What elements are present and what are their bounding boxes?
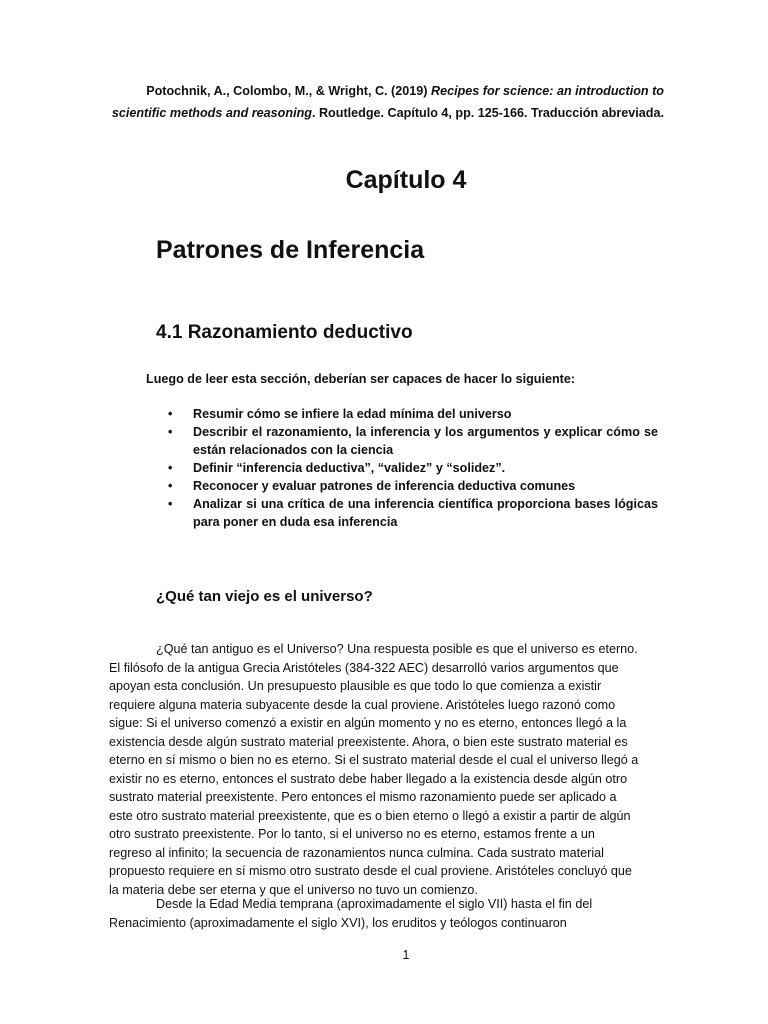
paragraph-1 — [109, 640, 662, 899]
paragraph-line: propuesto requiere en sí mismo otro sustrato desde el cual proviene. Aristóteles concluyó que — [109, 864, 632, 878]
citation-authors: Potochnik, A., Colombo, M., & Wright, C. (2019) — [146, 84, 431, 98]
list-item — [166, 423, 658, 459]
paragraph-line: El filósofo de la antigua Grecia Aristóteles (384-322 AEC) desarrolló varios argumentos que — [109, 660, 619, 675]
bullet-icon: • — [168, 461, 173, 475]
paragraph-line: requiere alguna materia subyacente desde la cual proviene. Aristóteles luego razonó como — [109, 697, 616, 712]
bullet-icon: • — [168, 497, 173, 511]
paragraph-2 — [109, 895, 662, 932]
objectives-intro: Luego de leer esta sección, deberían ser capaces de hacer lo siguiente: — [146, 372, 576, 386]
paragraph-line: otro sustrato preexistente. Por lo tanto, si el universo no es eterno, estamos frente a un — [109, 827, 595, 841]
list-item — [166, 405, 658, 423]
paragraph-line: apoyan esta conclusión. Un presupuesto plausible es que todo lo que comienza a existir — [109, 679, 602, 693]
paragraph-line: la materia debe ser eterna y que el universo no tuvo un comienzo. — [109, 882, 478, 897]
bullet-icon: • — [168, 479, 173, 493]
citation-book-title-part-2: scientific methods and reasoning — [111, 106, 312, 120]
bullet-icon: • — [168, 425, 173, 439]
paragraph-line: sustrato material preexistente. Pero entonces el mismo razonamiento puede ser aplicado a — [109, 790, 617, 804]
list-item — [166, 459, 658, 477]
objective-text: Analizar si una crítica de una inferencia científica proporciona bases lógicas para poner en duda esa inferencia — [193, 497, 658, 529]
paragraph-line: Renacimiento (aproximadamente el siglo XVI), los eruditos y teólogos continuaron — [109, 915, 567, 930]
paragraph-line: regreso al infinito; la secuencia de razonamientos nunca culmina. Cada sustrato material — [109, 845, 604, 860]
chapter-label: Capítulo 4 — [345, 166, 467, 194]
objective-text: Resumir cómo se infiere la edad mínima del universo — [193, 407, 512, 421]
bullet-icon: • — [168, 407, 173, 421]
citation — [108, 80, 664, 124]
paragraph-line: este otro sustrato material preexistente, que es o bien eterno o llegó a existir a partir de algún — [109, 808, 631, 823]
paragraph-line: sigue: Si el universo comenzó a existir en algún momento y no es eterno, entonces llegó a la — [109, 716, 627, 730]
objectives-list — [166, 405, 658, 531]
list-item — [166, 477, 658, 495]
paragraph-line: ¿Qué tan antiguo es el Universo? Una respuesta posible es que el universo es eterno. — [156, 642, 638, 656]
citation-publisher: . Routledge. Capítulo 4, pp. 125-166. Traducción abreviada. — [311, 106, 664, 120]
section-title: 4.1 Razonamiento deductivo — [156, 322, 413, 343]
citation-book-title-part-1: Recipes for science: an introduction to — [430, 84, 664, 98]
objective-text: Definir “inferencia deductiva”, “validez” y “solidez”. — [193, 461, 506, 475]
citation-line-1 — [108, 80, 664, 102]
citation-line-2 — [108, 102, 664, 124]
objective-text: Describir el razonamiento, la inferencia y los argumentos y explicar cómo se están relacionados con la ciencia — [193, 425, 658, 457]
chapter-title: Patrones de Inferencia — [156, 236, 425, 264]
list-item — [166, 495, 658, 531]
objective-text: Reconocer y evaluar patrones de inferencia deductiva comunes — [193, 479, 576, 493]
paragraph-line: Desde la Edad Media temprana (aproximadamente el siglo VII) hasta el fin del — [156, 897, 593, 911]
page-number: 1 — [402, 948, 410, 962]
paragraph-line: existencia desde algún sustrato material preexistente. Ahora, o bien este sustrato material es — [109, 734, 628, 749]
question-heading: ¿Qué tan viejo es el universo? — [156, 588, 373, 605]
paragraph-line: existir no es eterno, entonces el sustrato debe haber llegado a la existencia desde algún otro — [109, 771, 628, 786]
paragraph-line: eterno en sí mismo o bien no es eterno. Si el sustrato material desde el cual el universo llegó a — [109, 753, 639, 767]
